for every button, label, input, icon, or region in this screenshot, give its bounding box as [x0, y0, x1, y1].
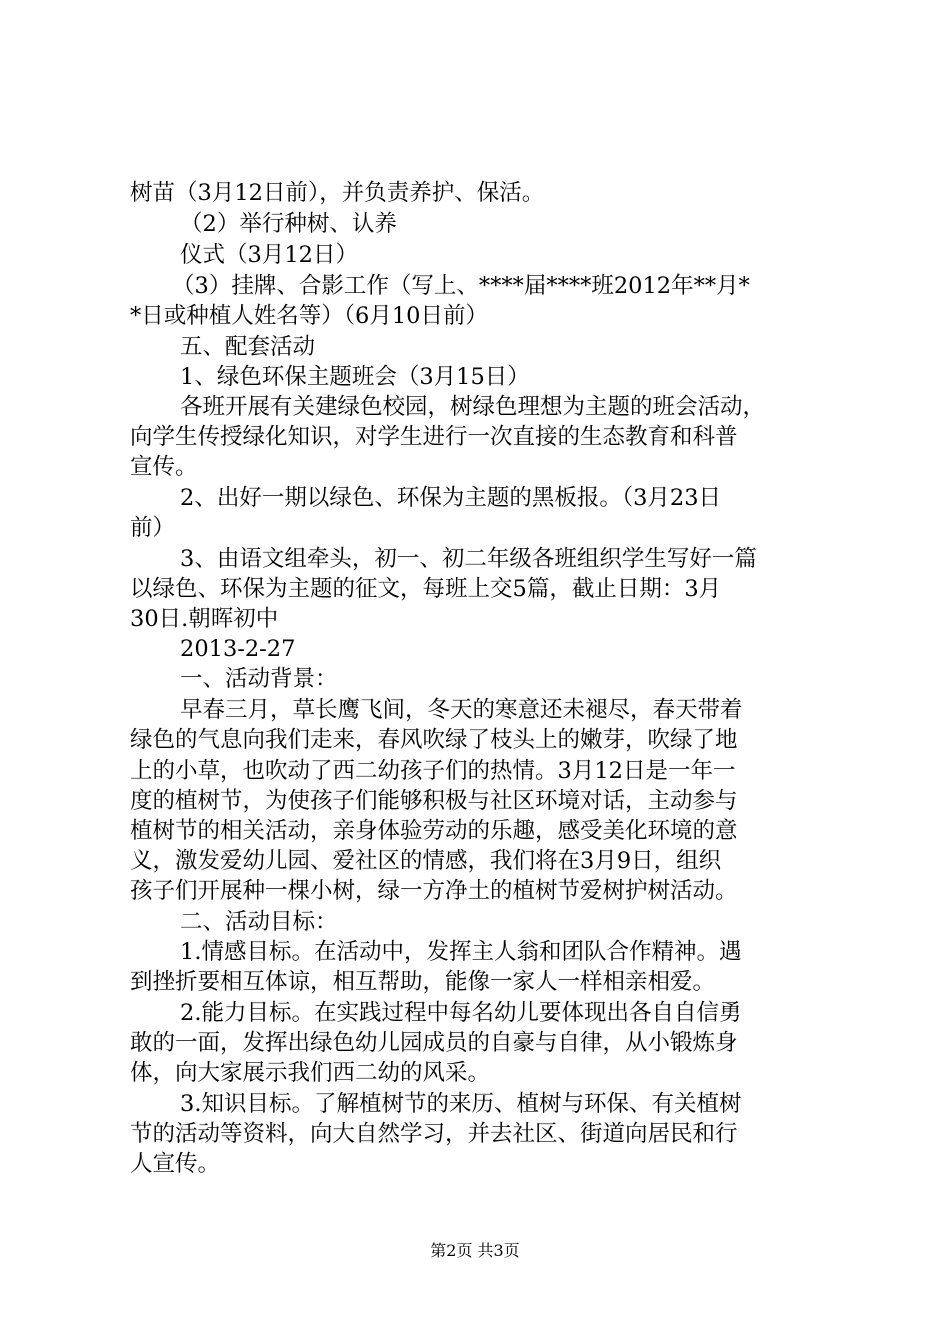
- text-line: 1、绿色环保主题班会（3月15日）: [180, 364, 530, 390]
- text-line: 3、由语文组牵头，初一、初二年级各班组织学生写好一篇: [180, 546, 757, 572]
- text-line: 宣传。: [130, 454, 198, 480]
- text-line: 2.能力目标。在实践过程中每名幼儿要体现出各自自信勇: [180, 1000, 742, 1026]
- text-line: 孩子们开展种一棵小树，绿一方净土的植树节爱树护树活动。: [130, 878, 738, 904]
- text-line: 绿色的气息向我们走来，春风吹绿了枝头上的嫩芽，吹绿了地: [130, 727, 738, 753]
- text-line: 树苗（3月12日前），并负责养护、保活。: [130, 180, 545, 206]
- text-line: 30日.朝晖初中: [130, 606, 279, 632]
- text-line: 早春三月，草长鹰飞间，冬天的寒意还未褪尽，春天带着: [180, 697, 743, 723]
- text-line: 3.知识目标。了解植树节的来历、植树与环保、有关植树: [180, 1091, 742, 1117]
- section-heading: 二、活动目标：: [180, 909, 338, 935]
- text-line: 仪式（3月12日）: [180, 242, 358, 268]
- date-line: 2013-2-27: [180, 636, 296, 662]
- text-line: 人宣传。: [130, 1151, 221, 1177]
- text-line: 2、出好一期以绿色、环保为主题的黑板报。（3月23日: [180, 485, 722, 511]
- page-footer: 第2页 共3页: [430, 1241, 520, 1260]
- text-line: 义，激发爱幼儿园、爱社区的情感，我们将在3月9日，组织: [130, 848, 722, 874]
- text-line: *日或种植人姓名等）（6月10日前）: [130, 303, 488, 329]
- text-line: 体，向大家展示我们西二幼的风采。: [130, 1060, 491, 1086]
- text-line: 各班开展有关建绿色校园，树绿色理想为主题的班会活动，: [180, 394, 766, 420]
- text-line: （2）举行种树、认养: [180, 211, 397, 237]
- text-line: 以绿色、环保为主题的征文，每班上交5篇，截止日期：3月: [130, 576, 722, 602]
- text-line: 向学生传授绿化知识，对学生进行一次直接的生态教育和科普: [130, 424, 738, 450]
- text-line: 到挫折要相互体谅，相互帮助，能像一家人一样相亲相爱。: [130, 969, 716, 995]
- text-line: 前）: [130, 515, 176, 541]
- section-heading: 一、活动背景：: [180, 666, 338, 692]
- section-heading: 五、配套活动: [180, 334, 316, 360]
- text-line: （3）挂牌、合影工作（写上、****届****班2012年**月*: [172, 273, 750, 299]
- text-line: 节的活动等资料，向大自然学习，并去社区、街道向居民和行: [130, 1121, 738, 1147]
- text-line: 植树节的相关活动，亲身体验劳动的乐趣，感受美化环境的意: [130, 818, 738, 844]
- text-line: 度的植树节，为使孩子们能够积极与社区环境对话，主动参与: [130, 788, 738, 814]
- text-line: 上的小草，也吹动了西二幼孩子们的热情。3月12日是一年一: [130, 758, 736, 784]
- text-line: 敢的一面，发挥出绿色幼儿园成员的自豪与自律，从小锻炼身: [130, 1030, 738, 1056]
- text-line: 1.情感目标。在活动中，发挥主人翁和团队合作精神。遇: [180, 939, 742, 965]
